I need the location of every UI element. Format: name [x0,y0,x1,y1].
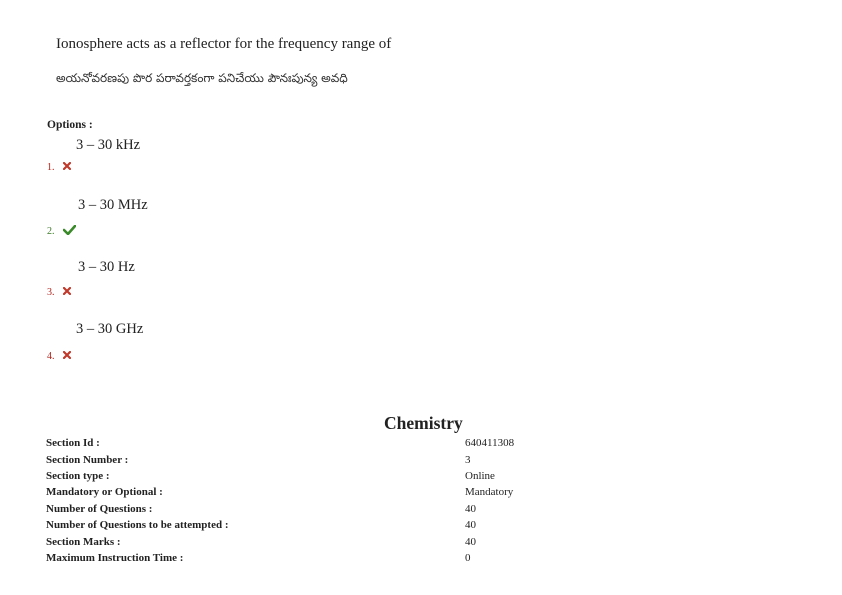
option-4-number: 4. [47,351,55,362]
section-id-value: 640411308 [465,437,515,449]
section-marks-label: Section Marks : [46,536,121,548]
num-attempted-value: 40 [465,519,476,531]
option-1-marker [47,157,71,175]
section-title: Chemistry [384,413,463,433]
num-attempted-label: Number of Questions to be attempted : [46,519,229,531]
section-marks-value: 40 [465,536,476,548]
section-type-label: Section type : [46,470,110,482]
max-instruction-time-value: 0 [465,552,471,564]
num-questions-value: 40 [465,503,476,515]
max-instruction-time-label: Maximum Instruction Time : [46,552,184,564]
question-text-telugu: అయనోవరణపు పొర పరావర్తకంగా పనిచేయు పౌనఃపున్య అవధి [56,71,348,85]
option-1-text: 3 – 30 kHz [76,137,141,153]
mandatory-value: Mandatory [465,486,514,498]
option-4-marker [47,346,71,364]
option-2-marker [47,221,76,239]
option-2-number: 2. [47,226,55,237]
checkmark-icon [63,225,76,235]
num-questions-label: Number of Questions : [46,503,153,515]
option-3-text: 3 – 30 Hz [78,259,135,275]
option-1-number: 1. [47,162,55,173]
section-number-value: 3 [465,454,471,466]
option-3-number: 3. [47,287,55,298]
mandatory-label: Mandatory or Optional : [46,486,163,498]
option-3-marker [47,282,71,300]
section-type-value: Online [465,470,495,482]
option-4-text: 3 – 30 GHz [76,321,144,337]
options-label: Options : [47,119,93,131]
section-id-label: Section Id : [46,437,100,449]
option-2-text: 3 – 30 MHz [78,197,148,213]
section-number-label: Section Number : [46,454,129,466]
question-text-english: Ionosphere acts as a reflector for the frequency range of [56,36,392,52]
cross-icon [63,162,71,170]
cross-icon [63,351,71,359]
cross-icon [63,287,71,295]
